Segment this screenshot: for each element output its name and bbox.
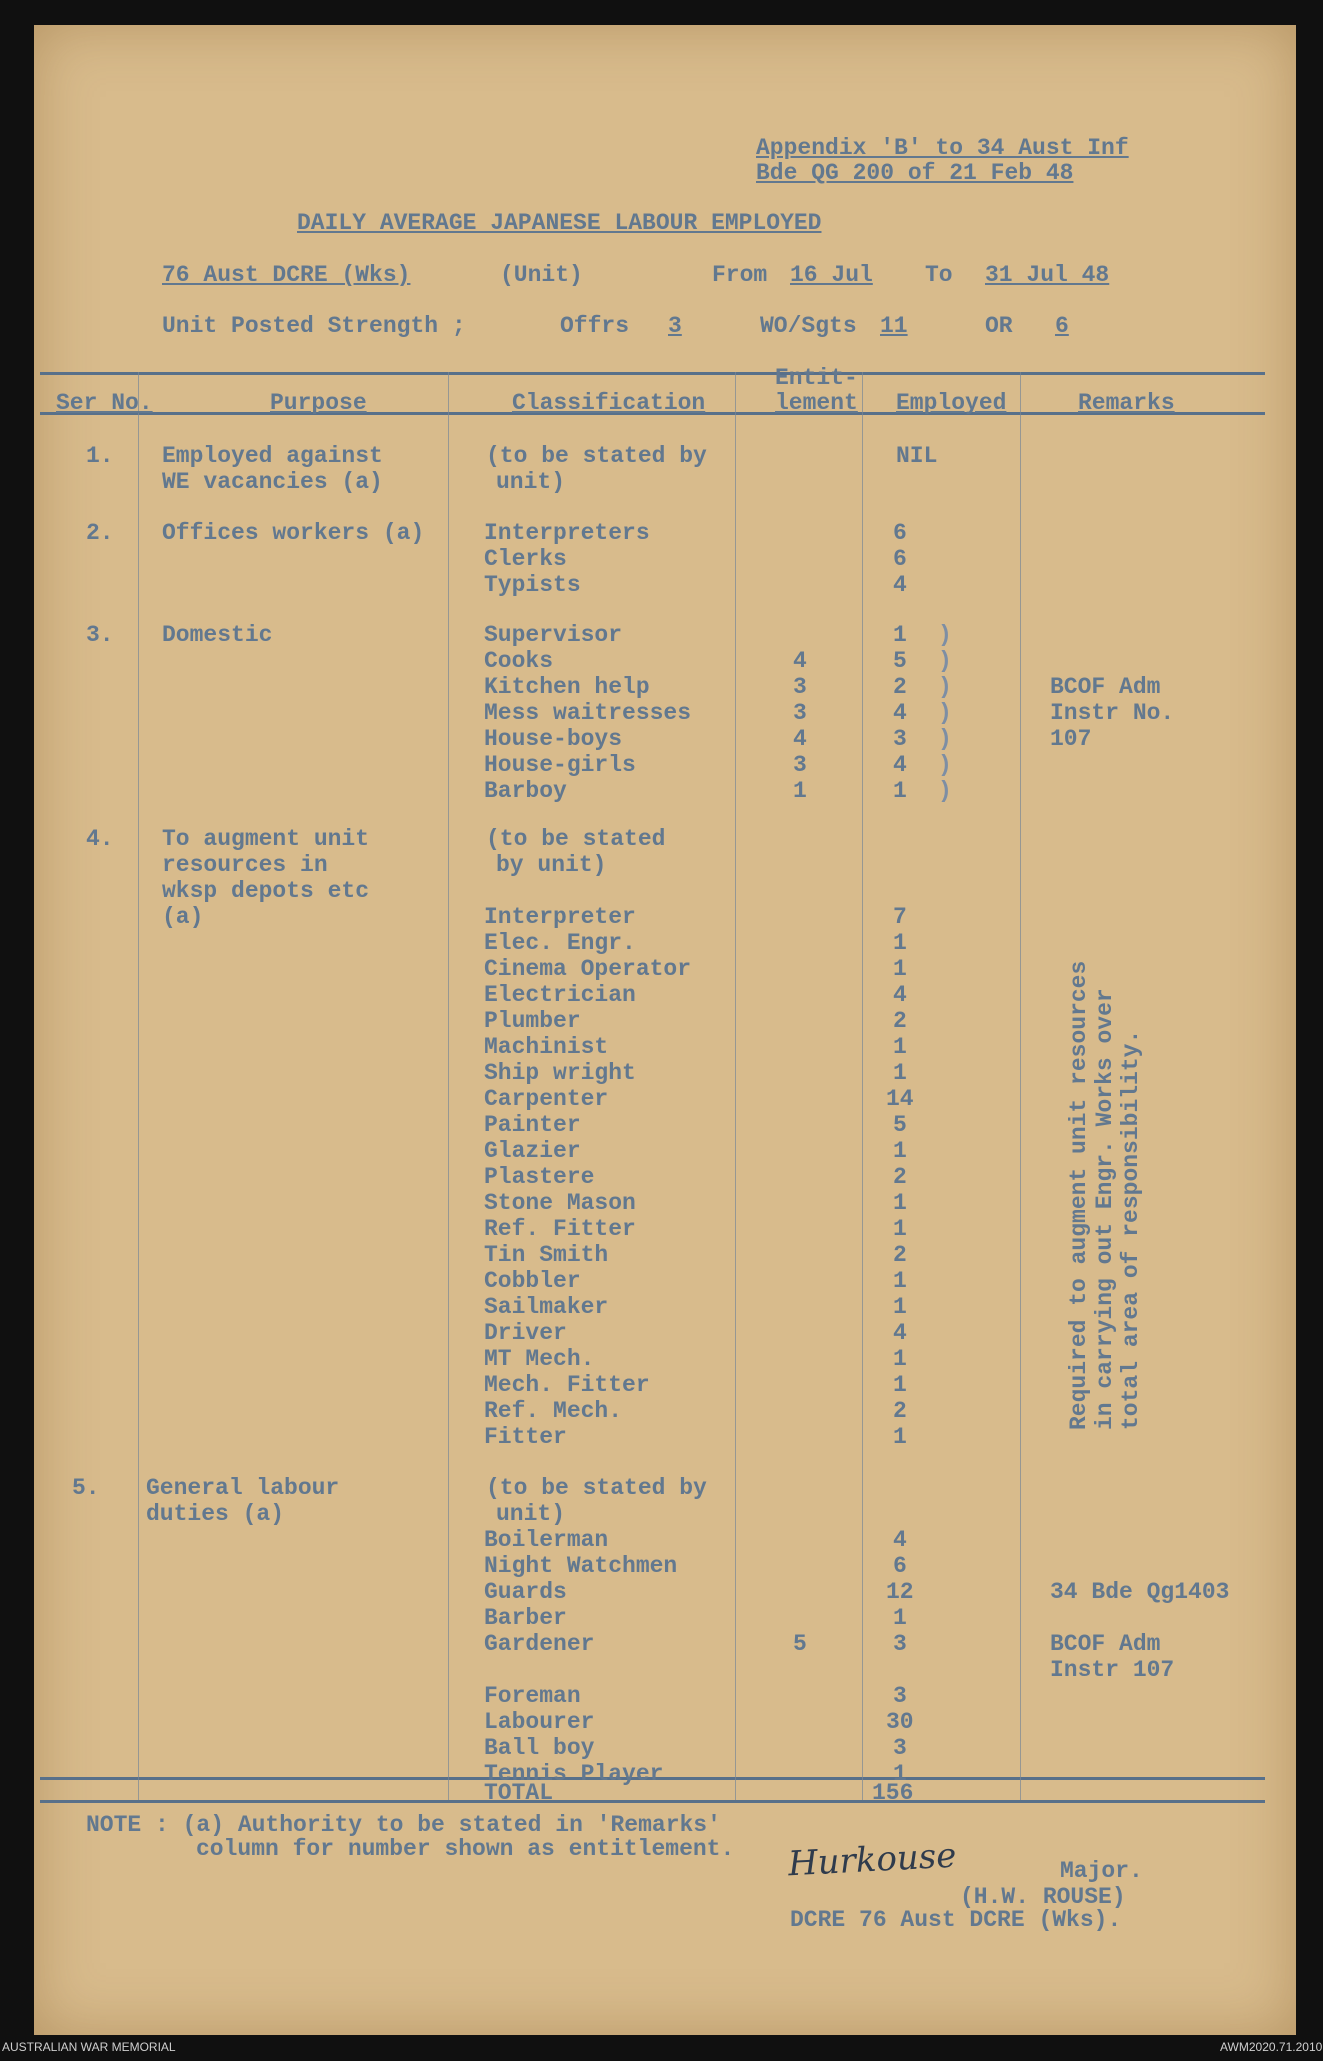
classification: Driver (484, 1320, 567, 1346)
total-value: 156 (872, 1780, 914, 1806)
employed: 1 (893, 930, 907, 956)
classification: Kitchen help (484, 674, 650, 700)
employed: 14 (886, 1086, 914, 1112)
employed: 1 (893, 1060, 907, 1086)
classification: Painter (484, 1112, 581, 1138)
employed: 2 (893, 674, 907, 700)
employed: 1 (893, 1761, 907, 1787)
classification: House-girls (484, 752, 636, 778)
col-header-remarks: Remarks (1078, 390, 1175, 416)
purpose: Domestic (162, 622, 273, 648)
employed: 5 (893, 1112, 907, 1138)
ser-no: 4. (86, 826, 114, 852)
employed: 6 (893, 520, 907, 546)
column-divider (1020, 372, 1021, 1800)
classification: Plumber (484, 1008, 581, 1034)
classification: MT Mech. (484, 1346, 595, 1372)
classification: Supervisor (484, 622, 623, 648)
document-title: DAILY AVERAGE JAPANESE LABOUR EMPLOYED (297, 210, 822, 236)
or-label: OR (985, 313, 1013, 339)
classification: Tennis Player (484, 1761, 664, 1787)
column-divider (862, 372, 863, 1800)
employed: 1 (893, 1138, 907, 1164)
col-header-classification: Classification (512, 390, 706, 416)
classification: Cobbler (484, 1268, 581, 1294)
archive-footer-left: AUSTRALIAN WAR MEMORIAL (2, 2040, 176, 2054)
classification: Machinist (484, 1034, 609, 1060)
employed: 1 (893, 1346, 907, 1372)
employed: 4 (893, 982, 907, 1008)
appendix-line-2: Bde QG 200 of 21 Feb 48 (756, 160, 1074, 186)
col-header-entitlement-1: Entit- (775, 365, 858, 391)
classification: (to be stated (486, 826, 666, 852)
classification: Typists (484, 572, 581, 598)
classification: Clerks (484, 546, 567, 572)
classification: Elec. Engr. (484, 930, 636, 956)
purpose: Offices workers (a) (162, 520, 425, 546)
classification: unit) (496, 1501, 566, 1527)
wo-sgts-value: 11 (880, 313, 908, 339)
ser-no: 5. (72, 1475, 100, 1501)
bracket-glyph: ) (938, 752, 952, 778)
classification: Barboy (484, 778, 567, 804)
classification: by unit) (496, 852, 607, 878)
employed: 5 (893, 648, 907, 674)
employed: 1 (893, 1268, 907, 1294)
employed: 2 (893, 1008, 907, 1034)
employed: 30 (886, 1709, 914, 1735)
classification: Cinema Operator (484, 956, 692, 982)
table-top-rule (40, 372, 1265, 375)
employed: NIL (896, 443, 938, 469)
signatory-unit: DCRE 76 Aust DCRE (Wks). (790, 1907, 1122, 1933)
entitlement: 3 (793, 700, 807, 726)
classification: Plastere (484, 1164, 595, 1190)
classification: Sailmaker (484, 1294, 609, 1320)
entitlement: 1 (793, 778, 807, 804)
ser-no: 2. (86, 520, 114, 546)
classification: Boilerman (484, 1527, 609, 1553)
handwritten-signature: Hurkouse (787, 1835, 958, 1885)
purpose: (a) (162, 904, 204, 930)
bracket-glyph: ) (938, 700, 952, 726)
remarks: in carrying out Engr. Works over (1092, 988, 1118, 1430)
column-divider (138, 372, 139, 1800)
classification: (to be stated by (486, 443, 707, 469)
classification: Foreman (484, 1683, 581, 1709)
classification: House-boys (484, 726, 623, 752)
archive-footer-right: AWM2020.71.2010 (1220, 2040, 1323, 2054)
employed: 3 (893, 1631, 907, 1657)
classification: Interpreters (484, 520, 650, 546)
purpose: General labour (146, 1475, 340, 1501)
from-date: 16 Jul (790, 262, 873, 288)
employed: 1 (893, 1605, 907, 1631)
col-header-purpose: Purpose (270, 390, 367, 416)
classification: Fitter (484, 1424, 567, 1450)
classification: Ball boy (484, 1735, 595, 1761)
employed: 2 (893, 1398, 907, 1424)
employed: 2 (893, 1164, 907, 1190)
employed: 1 (893, 1216, 907, 1242)
employed: 4 (893, 1320, 907, 1346)
remarks: Instr 107 (1050, 1657, 1175, 1683)
classification: (to be stated by (486, 1475, 707, 1501)
classification: Glazier (484, 1138, 581, 1164)
employed: 4 (893, 700, 907, 726)
remarks: BCOF Adm (1050, 674, 1161, 700)
purpose: To augment unit (162, 826, 370, 852)
col-header-entitlement-2: lement (775, 390, 858, 416)
employed: 6 (893, 546, 907, 572)
employed: 7 (893, 904, 907, 930)
classification: Tin Smith (484, 1242, 609, 1268)
classification: Carpenter (484, 1086, 609, 1112)
from-label: From (712, 262, 768, 288)
employed: 2 (893, 1242, 907, 1268)
remarks: total area of responsibility. (1118, 1029, 1144, 1430)
unit-name: 76 Aust DCRE (Wks) (162, 262, 411, 288)
col-header-employed: Employed (896, 390, 1007, 416)
total-label: TOTAL (484, 1780, 554, 1806)
employed: 1 (893, 1372, 907, 1398)
bracket-glyph: ) (938, 674, 952, 700)
employed: 1 (893, 622, 907, 648)
classification: Ref. Fitter (484, 1216, 636, 1242)
bracket-glyph: ) (938, 778, 952, 804)
purpose: resources in (162, 852, 328, 878)
classification: Stone Mason (484, 1190, 636, 1216)
classification: Barber (484, 1605, 567, 1631)
purpose: WE vacancies (a) (162, 469, 383, 495)
employed: 1 (893, 1424, 907, 1450)
classification: Gardener (484, 1631, 595, 1657)
rotated-remarks (1066, 961, 1144, 1430)
remarks: 34 Bde Qg1403 (1050, 1579, 1230, 1605)
table-total-rule-2 (40, 1800, 1265, 1803)
employed: 1 (893, 1190, 907, 1216)
purpose: wksp depots etc (162, 878, 370, 904)
offrs-label: Offrs (560, 313, 630, 339)
entitlement: 3 (793, 674, 807, 700)
purpose: duties (a) (146, 1501, 285, 1527)
employed: 4 (893, 752, 907, 778)
employed: 1 (893, 1294, 907, 1320)
column-divider (735, 372, 736, 1800)
classification: unit) (496, 469, 566, 495)
employed: 3 (893, 726, 907, 752)
or-value: 6 (1055, 313, 1069, 339)
remarks: Instr No. (1050, 700, 1175, 726)
classification: Guards (484, 1579, 567, 1605)
bracket-glyph: ) (938, 726, 952, 752)
signatory-rank: Major. (1060, 1858, 1143, 1884)
classification: Ship wright (484, 1060, 636, 1086)
classification: Electrician (484, 982, 636, 1008)
employed: 1 (893, 1034, 907, 1060)
employed: 1 (893, 956, 907, 982)
strength-label: Unit Posted Strength ; (162, 313, 466, 339)
classification: Mess waitresses (484, 700, 692, 726)
employed: 4 (893, 572, 907, 598)
employed: 12 (886, 1579, 914, 1605)
to-date: 31 Jul 48 (985, 262, 1110, 288)
remarks: BCOF Adm (1050, 1631, 1161, 1657)
classification: Cooks (484, 648, 554, 674)
signatory-name: (H.W. ROUSE) (960, 1884, 1126, 1910)
note-line-1: NOTE : (a) Authority to be stated in 'Remarks' (86, 1812, 721, 1838)
entitlement: 5 (793, 1631, 807, 1657)
unit-label: (Unit) (500, 262, 583, 288)
bracket-glyph: ) (938, 622, 952, 648)
employed: 6 (893, 1553, 907, 1579)
ser-no: 3. (86, 622, 114, 648)
employed: 3 (893, 1735, 907, 1761)
classification: Interpreter (484, 904, 636, 930)
col-header-ser-no: Ser No. (56, 390, 153, 416)
appendix-line-1: Appendix 'B' to 34 Aust Inf (756, 135, 1129, 161)
remarks: 107 (1050, 726, 1092, 752)
classification: Labourer (484, 1709, 595, 1735)
entitlement: 4 (793, 726, 807, 752)
classification: Mech. Fitter (484, 1372, 650, 1398)
employed: 1 (893, 778, 907, 804)
entitlement: 4 (793, 648, 807, 674)
to-label: To (925, 262, 953, 288)
entitlement: 3 (793, 752, 807, 778)
note-line-2: column for number shown as entitlement. (196, 1836, 735, 1862)
wo-sgts-label: WO/Sgts (760, 313, 857, 339)
offrs-value: 3 (668, 313, 682, 339)
classification: Night Watchmen (484, 1553, 678, 1579)
remarks: Required to augment unit resources (1066, 960, 1092, 1430)
ser-no: 1. (86, 443, 114, 469)
classification: Ref. Mech. (484, 1398, 623, 1424)
column-divider (448, 372, 449, 1800)
employed: 3 (893, 1683, 907, 1709)
purpose: Employed against (162, 443, 383, 469)
bracket-glyph: ) (938, 648, 952, 674)
employed: 4 (893, 1527, 907, 1553)
